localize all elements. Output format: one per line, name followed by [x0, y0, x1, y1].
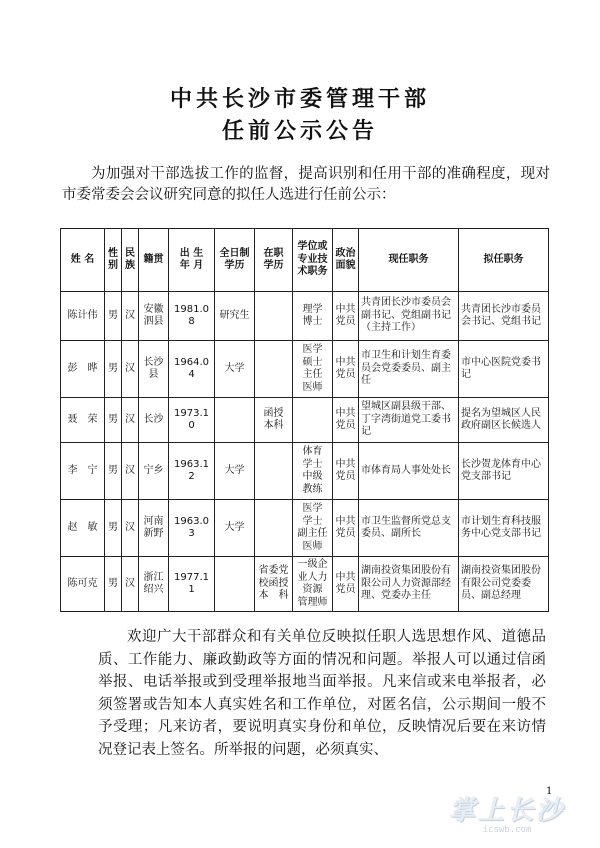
title-line-1: 中共长沙市委管理干部	[169, 87, 430, 112]
table-header-cell: 政治 面貌	[333, 229, 359, 292]
watermark-logo	[432, 790, 582, 838]
watermark-main-text: 掌上长沙	[448, 796, 565, 826]
table-row	[61, 500, 549, 557]
table-cell: 陈可克	[61, 557, 105, 612]
table-row	[61, 398, 549, 443]
table-cell: 医学 学士 副主任 医师	[293, 500, 333, 557]
table-cell: 共青团长沙市委员会副书记、党组副书记（主持工作）	[359, 292, 459, 341]
table-cell: 宁乡	[139, 443, 169, 500]
table-cell: 长沙 县	[139, 341, 169, 398]
table-cell: 聂 荣	[61, 398, 105, 443]
table-cell	[255, 443, 293, 500]
table-cell: 汉	[122, 292, 139, 341]
page-number: 1	[546, 786, 553, 797]
table-cell: 汉	[122, 341, 139, 398]
table-cell: 理学 博士	[293, 292, 333, 341]
table-cell: 大学	[215, 341, 255, 398]
table-cell: 市卫生监督所党总支委员、副所长	[359, 500, 459, 557]
table-header-cell: 拟任职务	[459, 229, 549, 292]
table-cell	[215, 398, 255, 443]
table-cell: 1973.10	[169, 398, 215, 443]
table-cell	[293, 398, 333, 443]
table-cell: 大学	[215, 443, 255, 500]
table-cell: 1964.04	[169, 341, 215, 398]
table-header-cell: 在职 学历	[255, 229, 293, 292]
table-cell: 男	[105, 292, 122, 341]
table-cell: 中共 党员	[333, 341, 359, 398]
candidate-table	[60, 228, 549, 612]
table-cell: 李 宁	[61, 443, 105, 500]
table-header-cell: 民族	[122, 229, 139, 292]
table-row	[61, 443, 549, 500]
intro-paragraph: 为加强对干部选拔工作的监督，提高识别和任用干部的准确程度，现对市委常委会会议研究同意的拟任人选进行任前公示：	[62, 166, 550, 203]
table-cell: 研究生	[215, 292, 255, 341]
table-cell: 男	[105, 443, 122, 500]
table-cell: 中共 党员	[333, 292, 359, 341]
table-header-cell: 学位或 专业技 术职务	[293, 229, 333, 292]
table-header-row	[61, 229, 549, 292]
table-row	[61, 292, 549, 341]
table-row	[61, 341, 549, 398]
table-cell: 湖南投资集团股份有限公司党委委员、副总经理	[459, 557, 549, 612]
watermark-url: icswb.com	[482, 825, 532, 835]
table-cell: 长沙	[139, 398, 169, 443]
table-cell: 湖南投资集团股份有限公司人力资源部经理、党委办主任	[359, 557, 459, 612]
table-cell: 函授 本科	[255, 398, 293, 443]
table-cell: 一级企 业人力 资源 管理师	[293, 557, 333, 612]
table-cell: 汉	[122, 398, 139, 443]
table-cell: 1963.12	[169, 443, 215, 500]
table-header-cell: 姓 名	[61, 229, 105, 292]
table-cell: 中共 党员	[333, 398, 359, 443]
table-cell: 男	[105, 398, 122, 443]
table-cell: 市计划生育科技服务中心党支部书记	[459, 500, 549, 557]
table-cell: 汉	[122, 500, 139, 557]
table-header-cell: 籍贯	[139, 229, 169, 292]
table-cell: 望城区副县级干部、丁字湾街道党工委书记	[359, 398, 459, 443]
table-cell: 共青团长沙市委员会书记、党组书记	[459, 292, 549, 341]
table-cell: 中共 党员	[333, 500, 359, 557]
table-cell: 1977.11	[169, 557, 215, 612]
table-cell: 陈计伟	[61, 292, 105, 341]
table-cell: 男	[105, 500, 122, 557]
table-cell: 安徽 泗县	[139, 292, 169, 341]
table-cell: 提名为望城区人民政府副区长候选人	[459, 398, 549, 443]
table-cell: 市卫生和计划生育委员会党委委员、副主任	[359, 341, 459, 398]
table-cell: 长沙贺龙体育中心党支部书记	[459, 443, 549, 500]
table-cell: 大学	[215, 500, 255, 557]
table-cell: 男	[105, 557, 122, 612]
table-header-cell: 出 生 年 月	[169, 229, 215, 292]
table-cell: 中共 党员	[333, 443, 359, 500]
table-cell: 汉	[122, 443, 139, 500]
table-cell	[255, 341, 293, 398]
table-cell: 体育 学士 中级 教练	[293, 443, 333, 500]
table-cell: 省委党 校函授 本 科	[255, 557, 293, 612]
table-cell: 浙江 绍兴	[139, 557, 169, 612]
table-cell	[255, 500, 293, 557]
table-cell: 汉	[122, 557, 139, 612]
table-cell: 市中心医院党委书记	[459, 341, 549, 398]
table-cell	[215, 557, 255, 612]
table-cell: 市体育局人事处处长	[359, 443, 459, 500]
table-cell: 男	[105, 341, 122, 398]
table-cell: 彭 晔	[61, 341, 105, 398]
table-header-cell: 全日制 学历	[215, 229, 255, 292]
table-cell: 中共 党员	[333, 557, 359, 612]
table-cell	[255, 292, 293, 341]
table-cell: 1981.08	[169, 292, 215, 341]
table-row	[61, 557, 549, 612]
table-cell: 赵 敏	[61, 500, 105, 557]
table-cell: 1963.03	[169, 500, 215, 557]
table-header-cell: 现任职务	[359, 229, 459, 292]
body-paragraph: 欢迎广大干部群众和有关单位反映拟任职人选思想作风、道德品质、工作能力、廉政勤政等方面的情况和问题。举报人可以通过信函举报、电话举报或到受理举报地当面举报。凡来信或来电举报者，必须签署或告知本人真实姓名和工作单位，对匿名信，公示期间一般不予受理；凡来访者，要说明真实身份和单位，反映情况后要在来访情况登记表上签名。所举报的问题，必须真实、	[98, 629, 546, 758]
table-cell: 医学 硕士 主任 医师	[293, 341, 333, 398]
table-header-cell: 性别	[105, 229, 122, 292]
table-cell: 河南 新野	[139, 500, 169, 557]
title-line-2: 任前公示公告	[221, 119, 378, 144]
